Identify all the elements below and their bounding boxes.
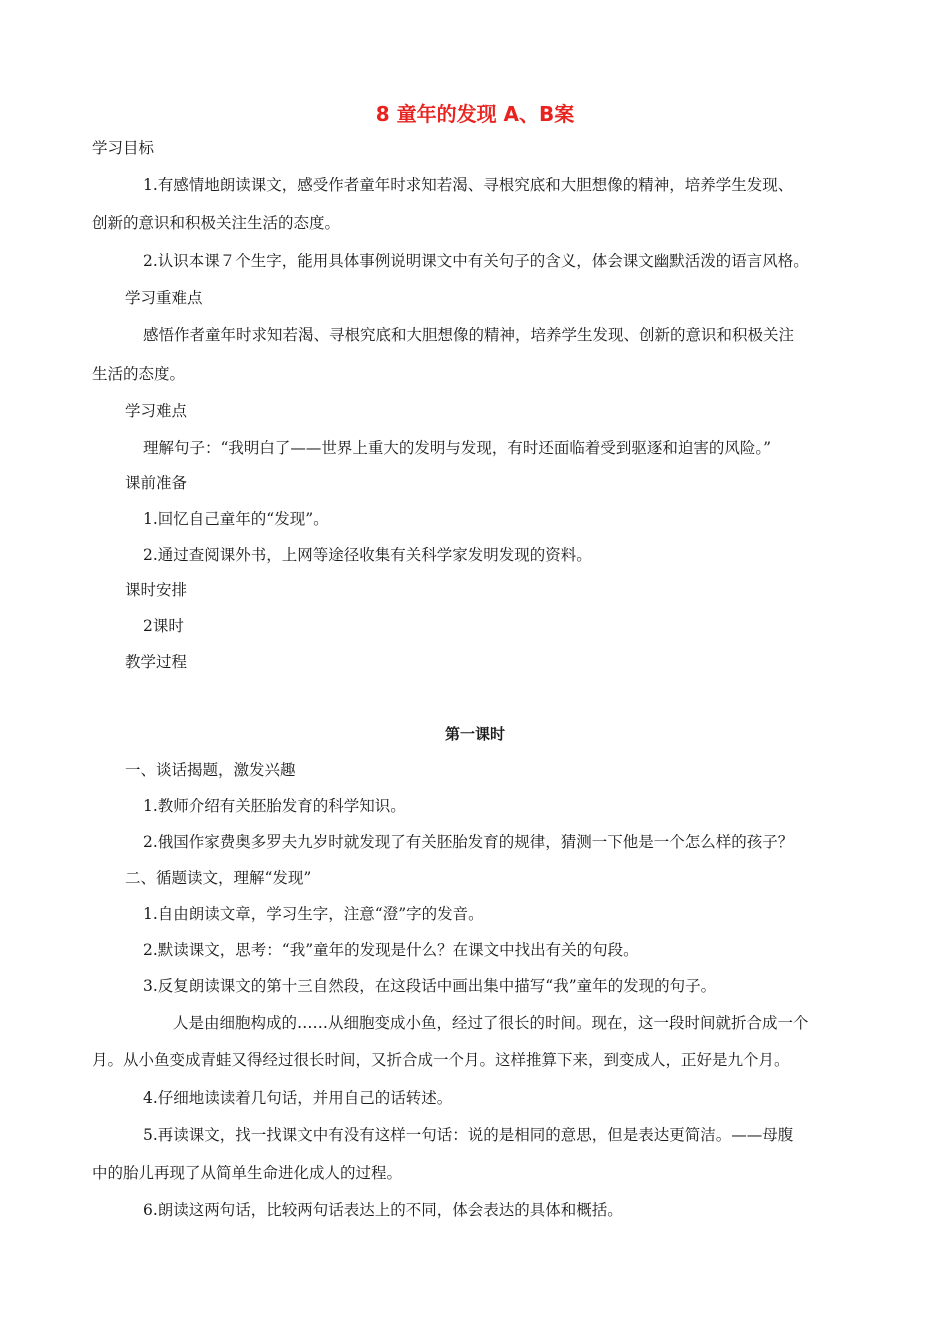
objective-2: 2.认识本课７个生字，能用具体事例说明课文中有关句子的含义，体会课文幽默活泼的语言风格。 (143, 252, 809, 270)
section-2-item-2: 2.默读课文，思考：“我”童年的发现是什么？在课文中找出有关的句段。 (143, 941, 639, 959)
section-2-item-6: 6.朗读这两句话，比较两句话表达上的不同，体会表达的具体和概括。 (143, 1201, 623, 1219)
difficulty-heading: 学习难点 (125, 402, 188, 420)
section-1-heading: 一、谈话揭题，激发兴趣 (125, 761, 296, 779)
section-1-item-1: 1.教师介绍有关胚胎发育的科学知识。 (143, 797, 406, 815)
quote-line-2: 月。从小鱼变成青蛙又得经过很长时间，又折合成一个月。这样推算下来，到变成人，正好是九个月。 (92, 1051, 790, 1069)
section-2-item-4: 4.仔细地读读着几句话，并用自己的话转述。 (143, 1089, 453, 1107)
section-1-item-2: 2.俄国作家费奥多罗夫九岁时就发现了有关胚胎发育的规律，猜测一下他是一个怎么样的孩子？ (143, 833, 794, 851)
section-2-item-3: 3.反复朗读课文的第十三自然段，在这段话中画出集中描写“我”童年的发现的句子。 (143, 977, 717, 995)
preparation-heading: 课前准备 (125, 474, 188, 492)
preparation-item-2: 2.通过查阅课外书，上网等途径收集有关科学家发明发现的资料。 (143, 546, 592, 564)
objective-1-line-1: 1.有感情地朗读课文，感受作者童年时求知若渴、寻根究底和大胆想像的精神，培养学生发现、 (143, 176, 794, 194)
process-heading: 教学过程 (125, 653, 188, 671)
quote-line-1: 人是由细胞构成的……从细胞变成小鱼，经过了很长的时间。现在，这一段时间就折合成一个 (173, 1014, 809, 1032)
section-2-heading: 二、循题读文，理解“发现” (125, 869, 312, 887)
objectives-heading: 学习目标 (92, 139, 155, 157)
section-2-item-1: 1.自由朗读文章，学习生字，注意“澄”字的发音。 (143, 905, 484, 923)
focus-text-line-1: 感悟作者童年时求知若渴、寻根究底和大胆想像的精神，培养学生发现、创新的意识和积极关注 (143, 326, 795, 344)
objective-1-line-2: 创新的意识和积极关注生活的态度。 (92, 214, 341, 232)
focus-heading: 学习重难点 (125, 289, 203, 307)
preparation-item-1: 1.回忆自己童年的“发现”。 (143, 510, 329, 528)
schedule-heading: 课时安排 (125, 581, 188, 599)
section-2-item-5-line-1: 5.再读课文，找一找课文中有没有这样一句话：说的是相同的意思，但是表达更简洁。——母腹 (143, 1126, 794, 1144)
difficulty-text: 理解句子：“我明白了——世界上重大的发明与发现，有时还面临着受到驱逐和迫害的风险。” (143, 439, 772, 457)
schedule-text: 2课时 (143, 617, 184, 635)
lesson-1-heading: 第一课时 (444, 725, 505, 743)
document-title: 8 童年的发现 A、B案 (375, 102, 575, 126)
focus-text-line-2: 生活的态度。 (92, 365, 186, 383)
section-2-item-5-line-2: 中的胎儿再现了从简单生命进化成人的过程。 (92, 1164, 403, 1182)
